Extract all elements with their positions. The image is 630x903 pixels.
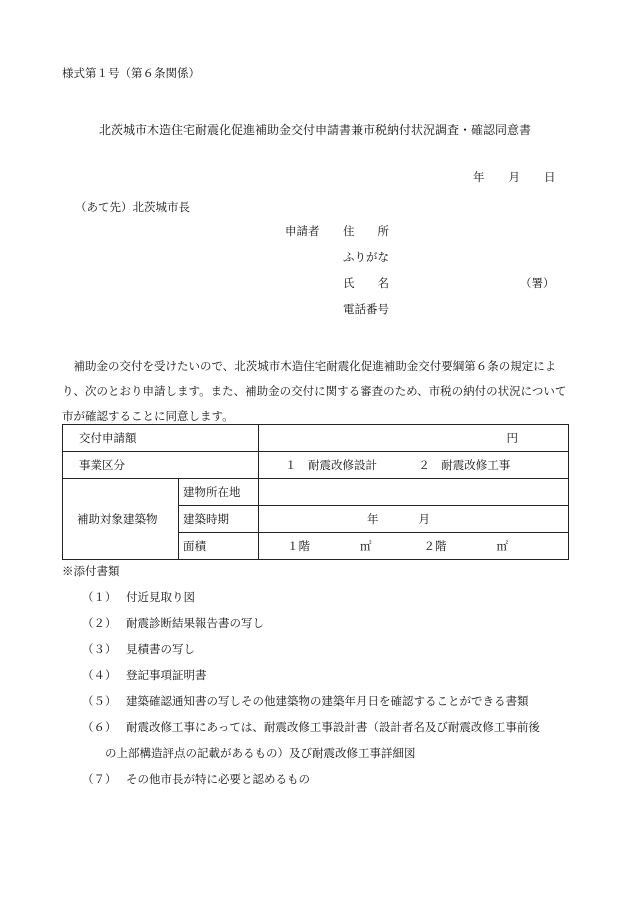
location-field[interactable] xyxy=(259,479,569,506)
building-label: 補助対象建築物 xyxy=(63,479,179,560)
project-type-label: 事業区分 xyxy=(63,452,259,479)
date-month: 月 xyxy=(508,170,520,184)
attachment-item: （７） その他市長が特に必要と認めるもの xyxy=(82,772,310,786)
built-month: 月 xyxy=(418,512,430,526)
built-field[interactable] xyxy=(259,506,569,533)
furigana-label: ふりがな xyxy=(343,250,389,264)
built-label: 建築時期 xyxy=(179,506,259,533)
applicant-label: 申請者 xyxy=(285,224,320,238)
grant-amount-label: 交付申請額 xyxy=(63,425,259,452)
attachment-item: （５） 建築確認通知書の写しその他建築物の建築年月日を確認することができる書類 xyxy=(82,694,529,708)
option-seismic-design[interactable]: １ 耐震改修設計 xyxy=(285,458,377,472)
address-label: 住 所 xyxy=(343,224,389,238)
date-year: 年 xyxy=(473,170,485,184)
attachments-heading: ※添付書類 xyxy=(62,564,120,578)
addressee: （あて先）北茨城市長 xyxy=(75,200,190,214)
location-label: 建物所在地 xyxy=(179,479,259,506)
form-number: 様式第１号（第６条関係） xyxy=(62,66,200,80)
attachment-item: （４） 登記事項証明書 xyxy=(82,668,207,682)
option-seismic-work[interactable]: ２ 耐震改修工事 xyxy=(418,458,511,472)
project-type-field[interactable] xyxy=(259,452,569,479)
document-title: 北茨城市木造住宅耐震化促進補助金交付申請書兼市税納付状況調査・確認同意書 xyxy=(98,123,531,137)
date-day: 日 xyxy=(544,170,556,184)
grant-amount-row xyxy=(63,425,569,452)
attachment-item: （１） 付近見取り図 xyxy=(82,590,195,604)
attachment-item-continuation: の上部構造評点の記載があるもの）及び耐震改修工事詳細図 xyxy=(105,746,416,760)
phone-label: 電話番号 xyxy=(343,302,389,316)
floor1-label: １階 xyxy=(287,539,310,553)
grant-amount-field[interactable] xyxy=(259,425,569,452)
yen-unit: 円 xyxy=(506,431,518,445)
attachment-item: （３） 見積書の写し xyxy=(82,642,195,656)
area-label: 面積 xyxy=(179,533,259,560)
floor1-unit: ㎡ xyxy=(360,539,372,553)
signature-mark: （署） xyxy=(520,276,555,290)
application-table xyxy=(62,424,569,560)
floor2-label: ２階 xyxy=(423,539,447,553)
area-field[interactable] xyxy=(259,533,569,560)
attachment-item: （２） 耐震診断結果報告書の写し xyxy=(82,616,264,630)
built-year: 年 xyxy=(367,512,379,526)
attachment-item: （６） 耐震改修工事にあっては、耐震改修工事設計書（設計者名及び耐震改修工事前後 xyxy=(82,720,540,734)
name-label: 氏 名 xyxy=(343,276,389,290)
location-row xyxy=(63,479,569,506)
floor2-unit: ㎡ xyxy=(496,539,508,553)
date-line xyxy=(473,172,564,184)
application-statement: 補助金の交付を受けたいので、北茨城市木造住宅耐震化促進補助金交付要綱第６条の規定により、次のとおり申請します。また、補助金の交付に関する審査のため、市税の納付の状況について市が確認することに同意します。 xyxy=(62,359,567,423)
project-type-row xyxy=(63,452,569,479)
